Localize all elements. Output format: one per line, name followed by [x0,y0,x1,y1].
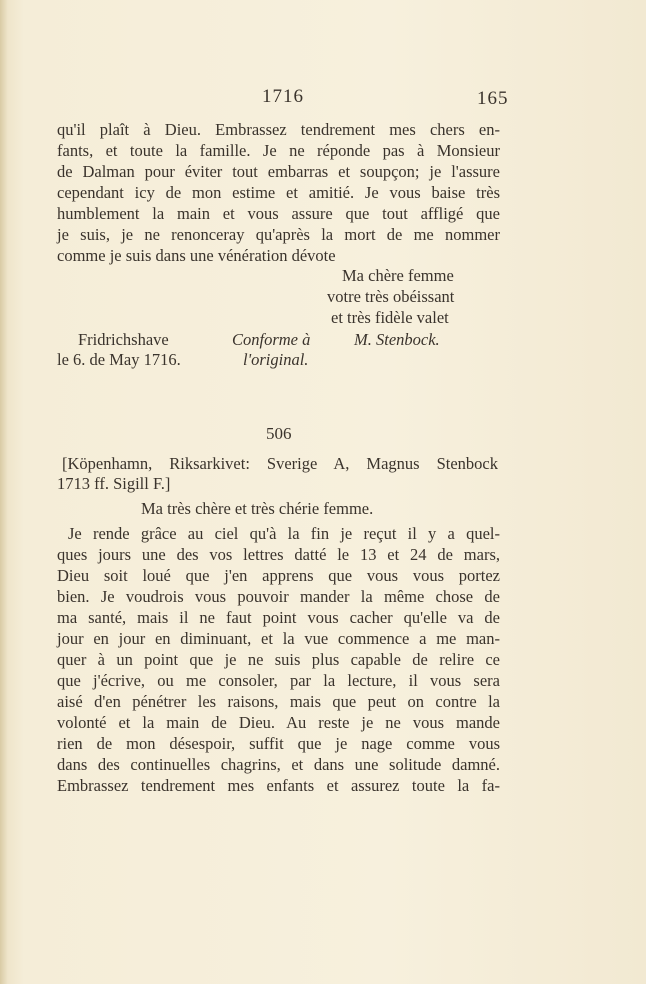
page-spine-shadow [0,0,8,984]
letter-506-line-1: Je rende grâce au ciel qu'à la fin je reçut il y a quel- [68,524,500,543]
letter-505-line-7: comme je suis dans une vénération dévote [57,246,336,265]
closing-line-2: votre très obéissant [327,287,455,306]
letter-506-line-13: Embrassez tendrement mes enfants et assurez toute la fa- [57,776,500,795]
source-line-1: [Köpenhamn, Riksarkivet: Sverige A, Magnus Stenbock [62,454,498,473]
letter-506-line-11: rien de mon désespoir, suffit que je nage comme vous [57,734,500,753]
letter-506-line-5: ma santé, mais il ne faut point vous cacher qu'elle va de [57,608,500,627]
original-note: l'original. [243,350,309,369]
letter-506-line-2: ques jours une des vos lettres datté le 13 et 24 de mars, [57,545,500,564]
salutation: Ma très chère et très chérie femme. [141,499,374,518]
letter-505-line-5: humblement la main et vous assure que tout affligé que [57,204,500,223]
letter-506-line-10: volonté et la main de Dieu. Au reste je ne vous mande [57,713,500,732]
letter-506-line-9: aisé d'en pénétrer les raisons, mais que peut on contre la [57,692,500,711]
letter-506-line-7: quer à un point que je ne suis plus capable de relire ce [57,650,500,669]
letter-506-line-6: jour en jour en diminuant, et la vue commence a me man- [57,629,500,648]
place-name: Fridrichshave [78,330,169,349]
letter-505-line-3: de Dalman pour éviter tout embarras et soupçon; je l'assure [57,162,500,181]
running-header-year: 1716 [262,86,304,107]
letter-number: 506 [266,424,292,443]
letter-506-line-3: Dieu soit loué que j'en apprens que vous vous portez [57,566,500,585]
letter-505-line-1: qu'il plaît à Dieu. Embrassez tendrement mes chers en- [57,120,500,139]
conforme-note: Conforme à [232,330,311,349]
letter-505-line-6: je suis, je ne renonceray qu'après la mort de me nommer [57,225,500,244]
letter-506-line-4: bien. Je voudrois vous pouvoir mander la même chose de [57,587,500,606]
letter-505-line-4: cependant icy de mon estime et amitié. Je vous baise très [57,183,500,202]
letter-506-line-8: que j'écrive, ou me consoler, par la lecture, il vous sera [57,671,500,690]
letter-506-line-12: dans des continuelles chagrins, et dans une solitude damné. [57,755,500,774]
source-line-2: 1713 ff. Sigill F.] [57,474,171,493]
letter-date: le 6. de May 1716. [57,350,181,369]
closing-line-1: Ma chère femme [342,266,454,285]
signature: M. Stenbock. [354,330,440,349]
closing-line-3: et très fidèle valet [331,308,449,327]
letter-505-line-2: fants, et toute la famille. Je ne réponde pas à Monsieur [57,141,500,160]
page-number: 165 [477,88,509,109]
